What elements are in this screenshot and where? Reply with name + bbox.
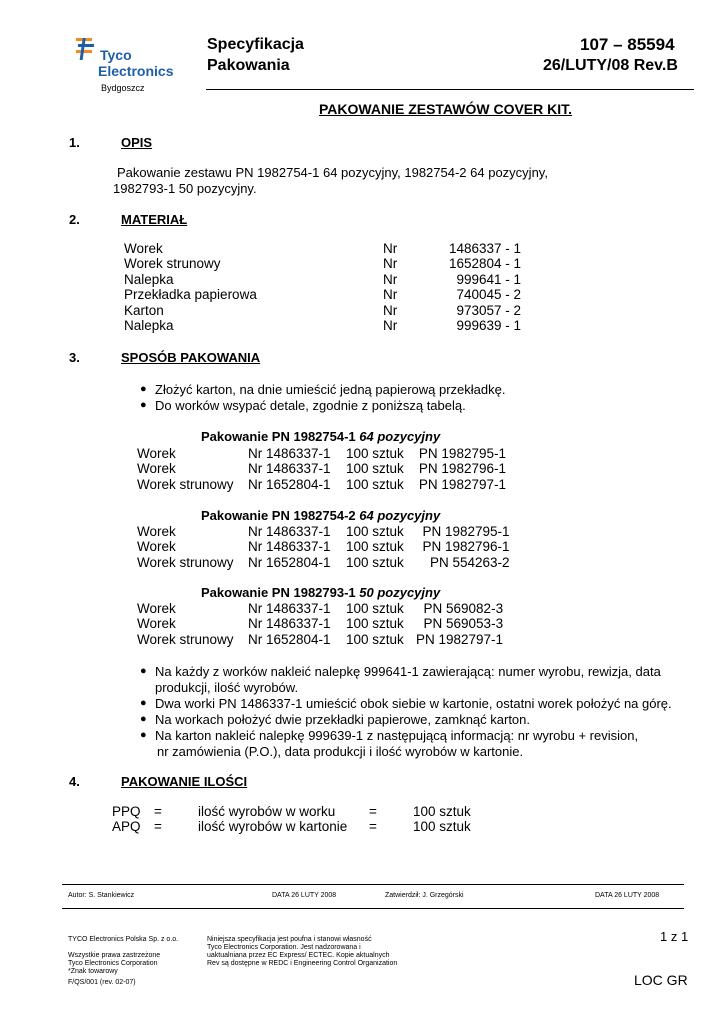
table-row xyxy=(124,287,521,302)
material-number: 999641 - 1 xyxy=(456,271,521,287)
material-nr-label: Nr xyxy=(383,241,398,256)
section1-title: OPIS xyxy=(121,135,153,150)
notice-line: Rev są dostępne w REDC i Engineering Control Organization xyxy=(207,960,398,967)
page-number: 1 z 1 xyxy=(660,929,689,944)
bag-pn: PN 1982795-1 xyxy=(418,446,506,461)
pack-group-title xyxy=(201,585,440,600)
material-nr-label: Nr xyxy=(383,287,398,303)
bag-qty: 100 sztuk xyxy=(346,461,404,477)
bag-qty: 100 sztuk xyxy=(346,524,404,539)
bag-name: Worek xyxy=(137,539,176,555)
bag-nr: Nr 1486337-1 xyxy=(248,524,331,539)
table-row xyxy=(124,256,521,271)
bag-qty: 100 sztuk xyxy=(346,631,404,647)
form-code: F/QS/001 (rev. 02-07) xyxy=(68,979,136,986)
material-nr-label: Nr xyxy=(383,302,398,318)
approved-date: DATA 26 LUTY 2008 xyxy=(595,892,660,899)
section1-text-line2: 1982793-1 50 pozycyjny. xyxy=(113,181,257,196)
bag-nr: Nr 1652804-1 xyxy=(248,631,331,647)
author-date: DATA 26 LUTY 2008 xyxy=(272,892,337,899)
doc-number: 107 – 85594 xyxy=(580,35,675,54)
doc-date-rev: 26/LUTY/08 Rev.B xyxy=(543,57,678,74)
bullet-icon: ● xyxy=(140,713,147,725)
bag-nr: Nr 1652804-1 xyxy=(248,554,331,570)
bullet-text: Dwa worki PN 1486337-1 umieścić obok siebie w kartonie, ostatni worek położyć na górę. xyxy=(155,696,672,711)
table-row xyxy=(124,303,521,318)
pack-group-title-main: Pakowanie PN 1982754-1 xyxy=(201,429,360,444)
company-info xyxy=(68,936,178,976)
bag-pn: PN 1982795-1 xyxy=(422,524,510,539)
section3-number: 3. xyxy=(69,350,80,365)
confidential-notice xyxy=(207,936,397,968)
logo-line1: Tyco xyxy=(100,47,132,63)
bag-nr: Nr 1652804-1 xyxy=(248,476,331,492)
material-number: 1652804 - 1 xyxy=(448,256,521,272)
material-table xyxy=(124,241,521,333)
bag-pn: PN 569082-3 xyxy=(423,601,504,616)
header-rule xyxy=(206,89,694,90)
bag-nr: Nr 1486337-1 xyxy=(248,601,331,616)
material-name: Przekładka papierowa xyxy=(124,287,257,303)
table-row xyxy=(124,272,521,287)
approved-by: Zatwierdził: J. Grzegórski xyxy=(385,892,464,899)
bag-nr: Nr 1486337-1 xyxy=(248,461,331,477)
bullet-icon: ● xyxy=(140,399,147,411)
pack-group-title-main: Pakowanie PN 1982793-1 xyxy=(201,585,360,600)
table-row xyxy=(137,632,503,647)
bullet-text: Do worków wsypać detale, zgodnie z poniższą tabelą. xyxy=(155,398,466,413)
bullet-text: Złożyć karton, na dnie umieścić jedną papierową przekładkę. xyxy=(155,382,506,397)
bag-pn: PN 1982796-1 xyxy=(418,461,506,477)
pack-group-title xyxy=(201,508,440,523)
material-number: 740045 - 2 xyxy=(456,287,521,303)
table-row xyxy=(137,477,506,492)
table-row xyxy=(137,461,506,476)
spec-title-line1: Specyfikacja xyxy=(207,36,304,53)
material-nr-label: Nr xyxy=(383,256,398,272)
qty-eq: = xyxy=(154,819,162,835)
section1-text-line1: Pakowanie zestawu PN 1982754-1 64 pozycyjny, 1982754-2 64 pozycyjny, xyxy=(117,165,548,180)
company-line: *Znak towarowy xyxy=(68,968,118,975)
company-line: Wszystkie prawa zastrzeżone xyxy=(68,952,161,959)
pack-group-title-italic: 64 pozycyjny xyxy=(359,429,441,444)
bullet-icon: ● xyxy=(140,383,147,395)
section1-number: 1. xyxy=(69,135,80,150)
bullet-icon: ● xyxy=(140,729,147,741)
bag-pn: PN 569053-3 xyxy=(423,616,504,632)
section2-title: MATERIAŁ xyxy=(121,212,188,227)
bullet-text-cont: nr zamówienia (P.O.), data produkcji i ilość wyrobów w kartonie. xyxy=(157,744,524,759)
qty-eq: = xyxy=(369,804,377,819)
notice-line: Niniejsza specyfikacja jest poufna i stanowi własność xyxy=(207,936,372,943)
doc-title: PAKOWANIE ZESTAWÓW COVER KIT. xyxy=(319,101,573,117)
company-line xyxy=(68,944,178,952)
city-label: Bydgoszcz xyxy=(101,83,145,93)
table-row xyxy=(137,555,510,570)
table-row xyxy=(137,524,510,539)
tyco-logo xyxy=(74,36,186,82)
qty-eq: = xyxy=(154,804,162,819)
quantity-table xyxy=(112,804,471,835)
bag-pn: PN 1982797-1 xyxy=(416,631,504,647)
bullet-text: Na karton nakleić nalepkę 999639-1 z następującą informacją: nr wyrobu + revision, xyxy=(155,728,639,743)
bag-nr: Nr 1486337-1 xyxy=(248,446,331,461)
logo-line2: Electronics xyxy=(98,63,174,79)
section2-number: 2. xyxy=(69,212,80,227)
qty-eq: = xyxy=(369,819,377,835)
tyco-logo-icon xyxy=(74,36,98,62)
company-line: TYCO Electronics Polska Sp. z o.o. xyxy=(68,936,179,943)
table-row xyxy=(112,819,471,834)
pack-group-title-italic: 50 pozycyjny xyxy=(359,585,441,600)
table-row xyxy=(124,318,521,333)
table-row xyxy=(112,804,471,819)
bullet-icon: ● xyxy=(140,697,147,709)
footer-rule-mid xyxy=(62,908,684,909)
notice-line: uaktualniana przez EC Express/ ECTEC. Kopie aktualnych xyxy=(207,952,390,959)
bullet-text: Na każdy z worków nakleić nalepkę 999641-1 zawierającą: numer wyrobu, rewizja, data xyxy=(155,664,661,679)
table-row xyxy=(137,539,510,554)
material-name: Worek strunowy xyxy=(124,256,221,272)
bag-name: Worek xyxy=(137,461,176,477)
material-name: Nalepka xyxy=(124,318,174,334)
material-nr-label: Nr xyxy=(383,318,398,334)
material-nr-label: Nr xyxy=(383,271,398,287)
table-row xyxy=(124,241,521,256)
qty-code: APQ xyxy=(112,819,141,835)
bag-name: Worek xyxy=(137,446,176,461)
bag-name: Worek strunowy xyxy=(137,476,234,492)
qty-desc: ilość wyrobów w worku xyxy=(198,804,336,819)
material-number: 1486337 - 1 xyxy=(448,241,521,256)
bag-pn: PN 1982797-1 xyxy=(418,476,506,492)
section3-title: SPOSÓB PAKOWANIA xyxy=(121,350,261,365)
bag-name: Worek xyxy=(137,524,176,539)
bag-qty: 100 sztuk xyxy=(346,601,404,616)
bag-qty: 100 sztuk xyxy=(346,554,404,570)
material-name: Worek xyxy=(124,241,163,256)
qty-desc: ilość wyrobów w kartonie xyxy=(198,819,348,835)
bag-qty: 100 sztuk xyxy=(346,539,404,555)
bag-pn: PN 554263-2 xyxy=(430,554,510,570)
bag-pn: PN 1982796-1 xyxy=(422,539,510,555)
company-line: Tyco Electronics Corporation xyxy=(68,960,158,967)
pack-table xyxy=(137,601,503,647)
table-row xyxy=(137,616,503,631)
bag-name: Worek strunowy xyxy=(137,554,234,570)
footer-rule-top xyxy=(62,884,684,885)
bag-qty: 100 sztuk xyxy=(346,616,404,632)
bag-nr: Nr 1486337-1 xyxy=(248,616,331,632)
pack-group-title xyxy=(201,429,440,444)
loc-code: LOC GR xyxy=(634,972,688,988)
section4-number: 4. xyxy=(69,774,80,789)
section4-title: PAKOWANIE ILOŚCI xyxy=(121,774,248,789)
bag-name: Worek xyxy=(137,601,176,616)
material-number: 999639 - 1 xyxy=(456,318,521,334)
bag-name: Worek xyxy=(137,616,176,632)
bullet-text-cont: produkcji, ilość wyrobów. xyxy=(155,680,299,695)
table-row xyxy=(137,601,503,616)
pack-table xyxy=(137,446,506,492)
notice-line: Tyco Electronics Corporation. Jest nadzorowana i xyxy=(207,944,361,951)
qty-value: 100 sztuk xyxy=(413,819,471,835)
pack-group-title-italic: 64 pozycyjny xyxy=(359,508,441,523)
bullet-text: Na workach położyć dwie przekładki papierowe, zamknąć karton. xyxy=(155,712,531,727)
material-name: Karton xyxy=(124,302,164,318)
bag-nr: Nr 1486337-1 xyxy=(248,539,331,555)
pack-group-title-main: Pakowanie PN 1982754-2 xyxy=(201,508,360,523)
table-row xyxy=(137,446,506,461)
bag-name: Worek strunowy xyxy=(137,631,234,647)
pack-table xyxy=(137,524,510,570)
qty-code: PPQ xyxy=(112,804,141,819)
author: Autor: S. Stankiewicz xyxy=(68,892,135,899)
bag-qty: 100 sztuk xyxy=(346,446,404,461)
bullet-icon: ● xyxy=(140,665,147,677)
material-number: 973057 - 2 xyxy=(456,302,521,318)
qty-value: 100 sztuk xyxy=(413,804,471,819)
material-name: Nalepka xyxy=(124,271,174,287)
bag-qty: 100 sztuk xyxy=(346,476,404,492)
spec-title-line2: Pakowania xyxy=(207,57,290,74)
